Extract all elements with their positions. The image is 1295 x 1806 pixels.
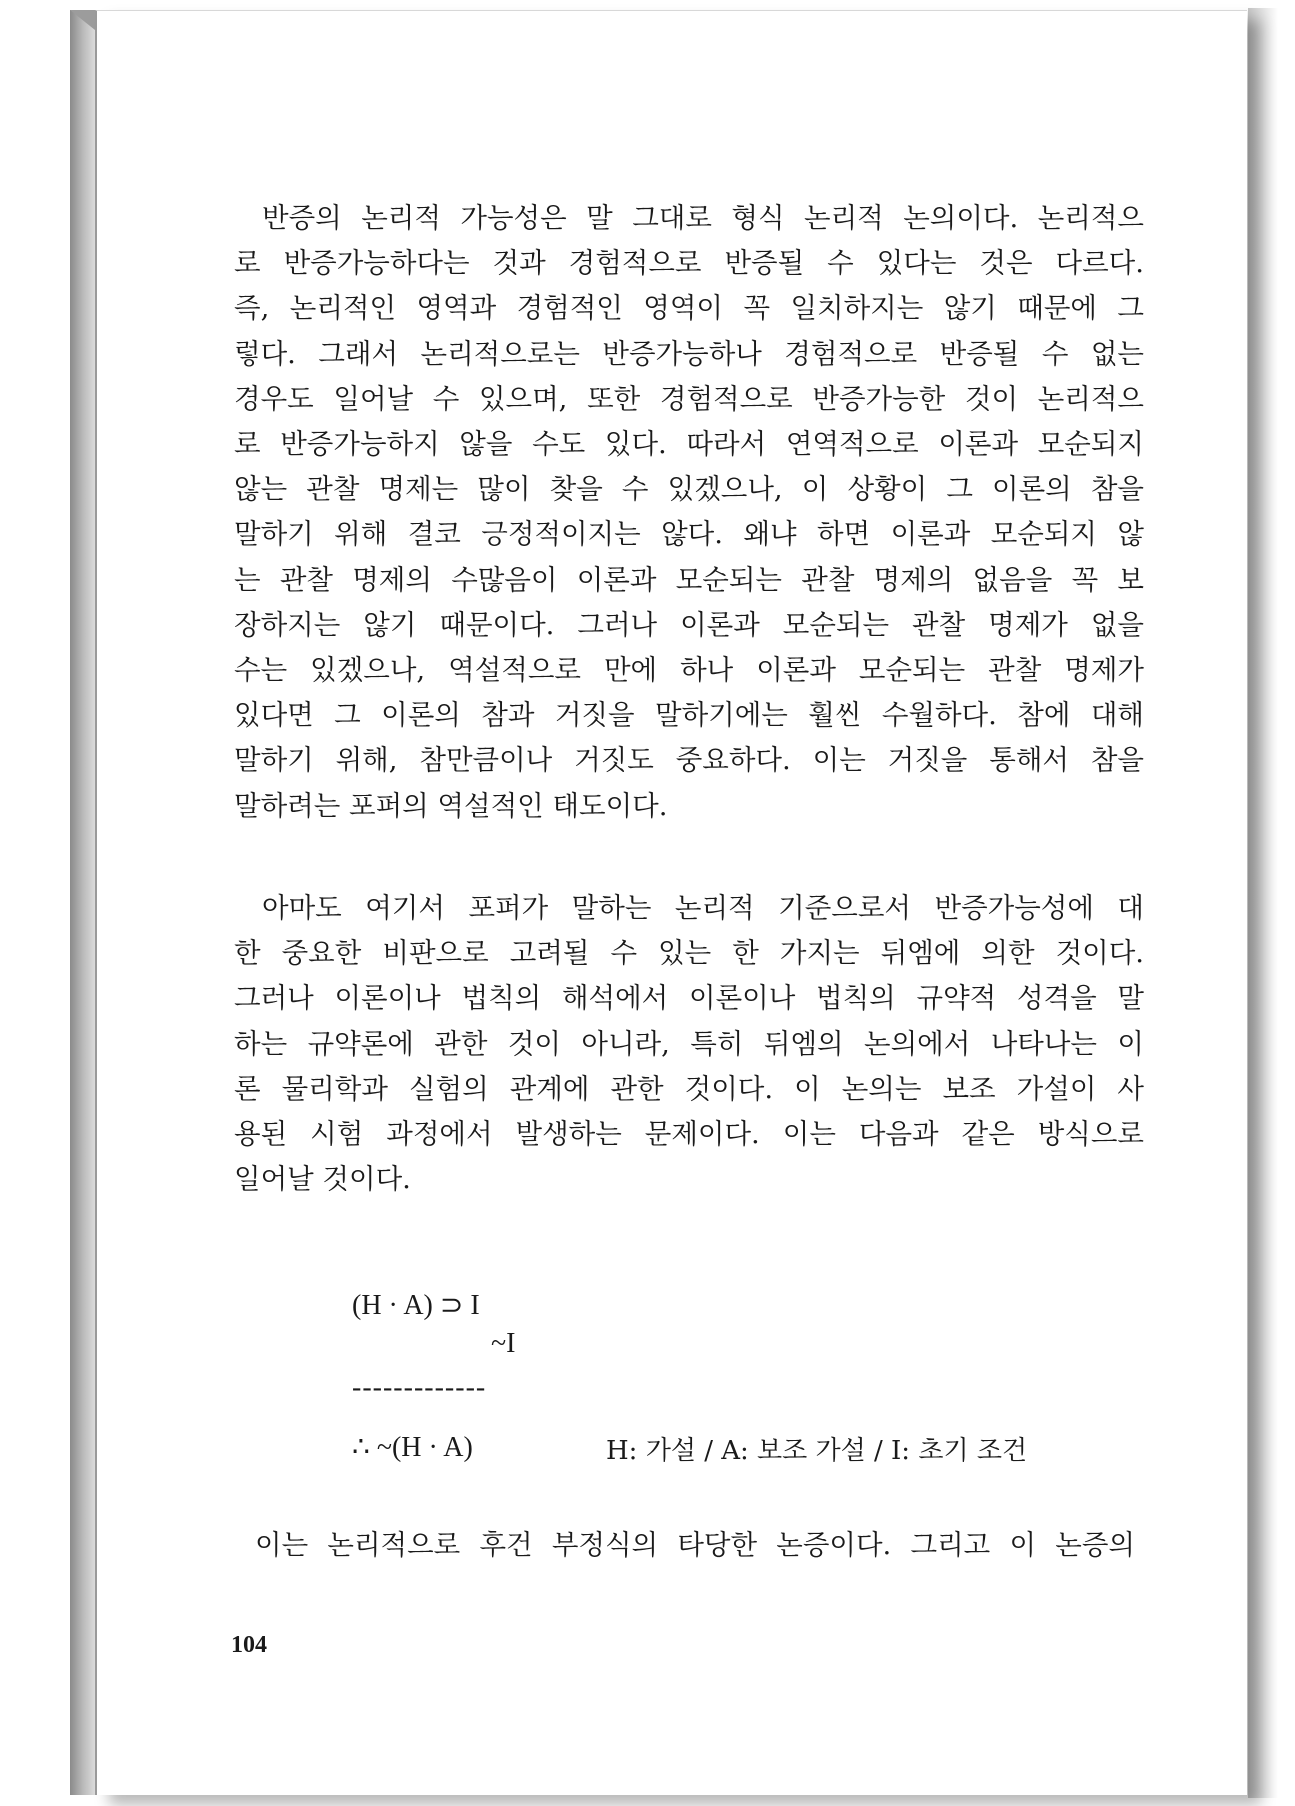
text-line: 수는 있겠으나, 역설적으로 만에 하나 이론과 모순되는 관찰 명제가: [234, 654, 1144, 687]
text-line: 있다면 그 이론의 참과 거짓을 말하기에는 훨씬 수월하다. 참에 대해: [234, 699, 1144, 732]
page-number: 104: [231, 1632, 267, 1658]
text-line: 말하기 위해 결코 긍정적이지는 않다. 왜냐 하면 이론과 모순되지 않: [234, 518, 1144, 551]
formula-premise-1: (H · A) ⊃ I: [352, 1290, 480, 1321]
text-line: 말하려는 포퍼의 역설적인 태도이다.: [234, 789, 668, 822]
page-right-shadow: [1248, 8, 1278, 1798]
text-line: 반증의 논리적 가능성은 말 그대로 형식 논리적 논의이다. 논리적으: [262, 202, 1144, 234]
text-line: 일어날 것이다.: [234, 1163, 411, 1196]
text-line: 하는 규약론에 관한 것이 아니라, 특히 뒤엠의 논의에서 나타나는 이: [234, 1027, 1144, 1060]
text-line: 즉, 논리적인 영역과 경험적인 영역이 꼭 일치하지는 않기 때문에 그: [234, 292, 1144, 325]
formula-conclusion: ∴ ~(H · A): [352, 1432, 473, 1463]
text-line: 경우도 일어날 수 있으며, 또한 경험적으로 반증가능한 것이 논리적으: [234, 382, 1144, 415]
text-line: 않는 관찰 명제는 많이 찾을 수 있겠으나, 이 상황이 그 이론의 참을: [234, 473, 1144, 506]
formula-rule-line: -------------: [352, 1372, 487, 1403]
text-line: 는 관찰 명제의 수많음이 이론과 모순되는 관찰 명제의 없음을 꼭 보: [234, 563, 1144, 596]
text-line: 렇다. 그래서 논리적으로는 반증가능하나 경험적으로 반증될 수 없는: [234, 337, 1144, 370]
text-line: 말하기 위해, 참만큼이나 거짓도 중요하다. 이는 거짓을 통해서 참을: [234, 744, 1144, 777]
text-line: 론 물리학과 실험의 관계에 관한 것이다. 이 논의는 보조 가설이 사: [234, 1072, 1144, 1105]
paragraph-2: [234, 886, 1144, 1202]
text-line: 로 반증가능하지 않을 수도 있다. 따라서 연역적으로 이론과 모순되지: [234, 428, 1144, 461]
formula-premise-2: ~I: [491, 1328, 516, 1359]
closing-line: 이는 논리적으로 후건 부정식의 타당한 논증이다. 그리고 이 논증의: [255, 1529, 1135, 1561]
text-line: 아마도 여기서 포퍼가 말하는 논리적 기준으로서 반증가능성에 대: [262, 892, 1144, 924]
paragraph-1: [234, 196, 1144, 829]
text-line: 로 반증가능하다는 것과 경험적으로 반증될 수 있다는 것은 다르다.: [234, 247, 1144, 280]
text-line: 용된 시험 과정에서 발생하는 문제이다. 이는 다음과 같은 방식으로: [234, 1118, 1144, 1151]
text-line: 한 중요한 비판으로 고려될 수 있는 한 가지는 뒤엠에 의한 것이다.: [234, 937, 1144, 970]
text-line: 그러나 이론이나 법칙의 해석에서 이론이나 법칙의 규약적 성격을 말: [234, 982, 1144, 1015]
formula-legend: H: 가설 / A: 보조 가설 / I: 초기 조건: [606, 1436, 1028, 1466]
text-line: 장하지는 않기 때문이다. 그러나 이론과 모순되는 관찰 명제가 없을: [234, 608, 1144, 641]
